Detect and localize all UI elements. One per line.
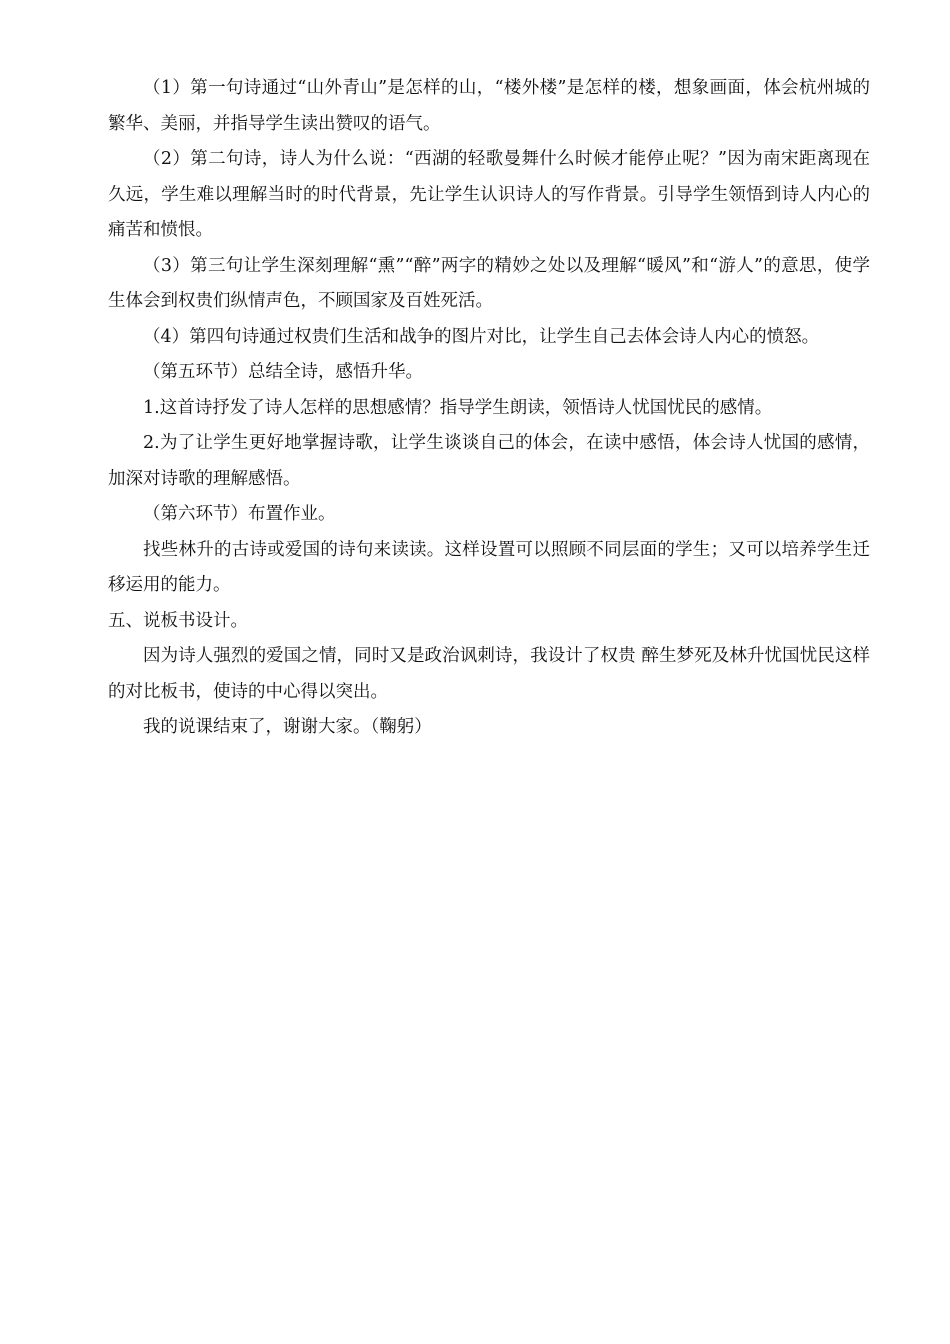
paragraph-line-4-explanation: （4）第四句诗通过权贵们生活和战争的图片对比，让学生自己去体会诗人内心的愤怒。 (143, 326, 820, 347)
paragraph-closing: 我的说课结束了，谢谢大家。（鞠躬） (143, 717, 432, 737)
document-body (108, 71, 870, 746)
paragraph-line-3-explanation: （3）第三句让学生深刻理解“熏”“醉”两字的精妙之处以及理解“暖风”和“游人”的意思，使学生体会到权贵们纵情声色，不顾国家及百姓死活。 (108, 255, 870, 311)
paragraph-line-1-explanation: （1）第一句诗通过“山外青山”是怎样的山，“楼外楼”是怎样的楼，想象画面，体会杭州城的繁华、美丽，并指导学生读出赞叹的语气。 (108, 78, 870, 134)
paragraph-step-5-item-1: 1.这首诗抒发了诗人怎样的思想感情？指导学生朗读，领悟诗人忧国忧民的感情。 (143, 397, 773, 418)
paragraph-board-design: 因为诗人强烈的爱国之情，同时又是政治讽刺诗，我设计了权贵 醉生梦死及林升忧国忧民这样的对比板书，使诗的中心得以突出。 (108, 646, 870, 702)
paragraph-homework: 找些林升的古诗或爱国的诗句来读读。这样设置可以照顾不同层面的学生；又可以培养学生迁移运用的能力。 (108, 539, 870, 595)
paragraph-step-6-heading: （第六环节）布置作业。 (143, 504, 336, 524)
paragraph-line-2-explanation: （2）第二句诗，诗人为什么说：“西湖的轻歌曼舞什么时候才能停止呢？”因为南宋距离现在久远，学生难以理解当时的时代背景，先让学生认识诗人的写作背景。引导学生领悟到诗人内心的痛苦和愤恨。 (108, 149, 870, 240)
paragraph-step-5-item-2: 2.为了让学生更好地掌握诗歌，让学生谈谈自己的体会，在读中感悟，体会诗人忧国的感情，加深对诗歌的理解感悟。 (108, 433, 870, 489)
paragraph-step-5-heading: （第五环节）总结全诗，感悟升华。 (143, 362, 423, 382)
section-heading-board-design: 五、说板书设计。 (108, 610, 248, 631)
